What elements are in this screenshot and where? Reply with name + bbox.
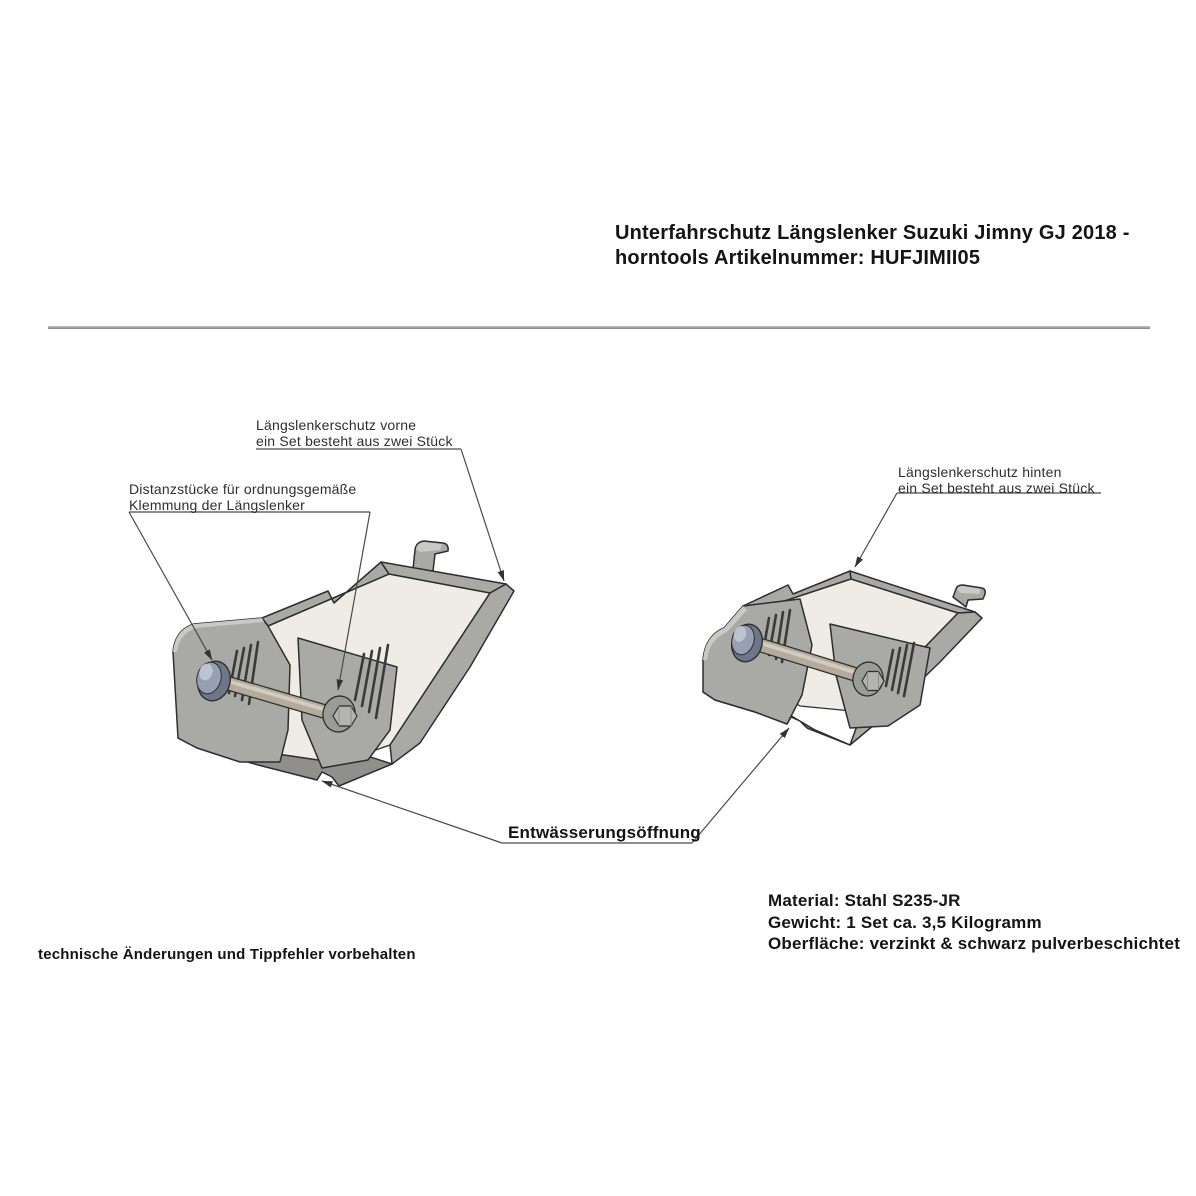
rear-guard-mount-tab xyxy=(953,585,985,607)
callout-front-guard-line2: ein Set besteht aus zwei Stück xyxy=(256,432,453,449)
spec-block xyxy=(768,890,1180,955)
spec-weight: Gewicht: 1 Set ca. 3,5 Kilogramm xyxy=(768,912,1042,932)
leader-drain-left xyxy=(322,781,502,843)
leader-rear-guard xyxy=(855,493,897,567)
page-title xyxy=(615,221,1175,271)
callout-spacers xyxy=(129,482,356,513)
callout-rear-guard xyxy=(898,465,1095,496)
callout-rear-guard-line2: ein Set besteht aus zwei Stück xyxy=(898,479,1095,496)
front-guard-3d-drawing xyxy=(173,541,514,786)
callout-front-guard-line1: Längslenkerschutz vorne xyxy=(256,417,417,433)
disclaimer-footnote: technische Änderungen und Tippfehler vorbehalten xyxy=(38,946,416,963)
spec-material: Material: Stahl S235-JR xyxy=(768,891,961,910)
callout-rear-guard-line1: Längslenkerschutz hinten xyxy=(898,464,1062,480)
leader-spacer-left xyxy=(129,512,212,660)
page-title-line1: Unterfahrschutz Längslenker Suzuki Jimny GJ 2018 - xyxy=(615,222,1130,244)
spec-surface: Oberfläche: verzinkt & schwarz pulverbeschichtet xyxy=(768,934,1181,953)
callout-front-guard xyxy=(256,418,453,449)
leader-drain-right xyxy=(692,728,789,843)
front-guard-mount-tab xyxy=(413,541,448,571)
page-title-line2: horntools Artikelnummer: HUFJIMII05 xyxy=(615,247,981,269)
callout-spacers-line1: Distanzstücke für ordnungsgemäße xyxy=(129,481,357,497)
leader-front-guard xyxy=(461,449,504,581)
callout-drain-opening: Entwässerungsöffnung xyxy=(508,823,701,842)
header-divider-line xyxy=(48,326,1150,329)
rear-guard-3d-drawing xyxy=(703,571,985,745)
callout-spacers-line2: Klemmung der Längslenker xyxy=(129,496,306,513)
